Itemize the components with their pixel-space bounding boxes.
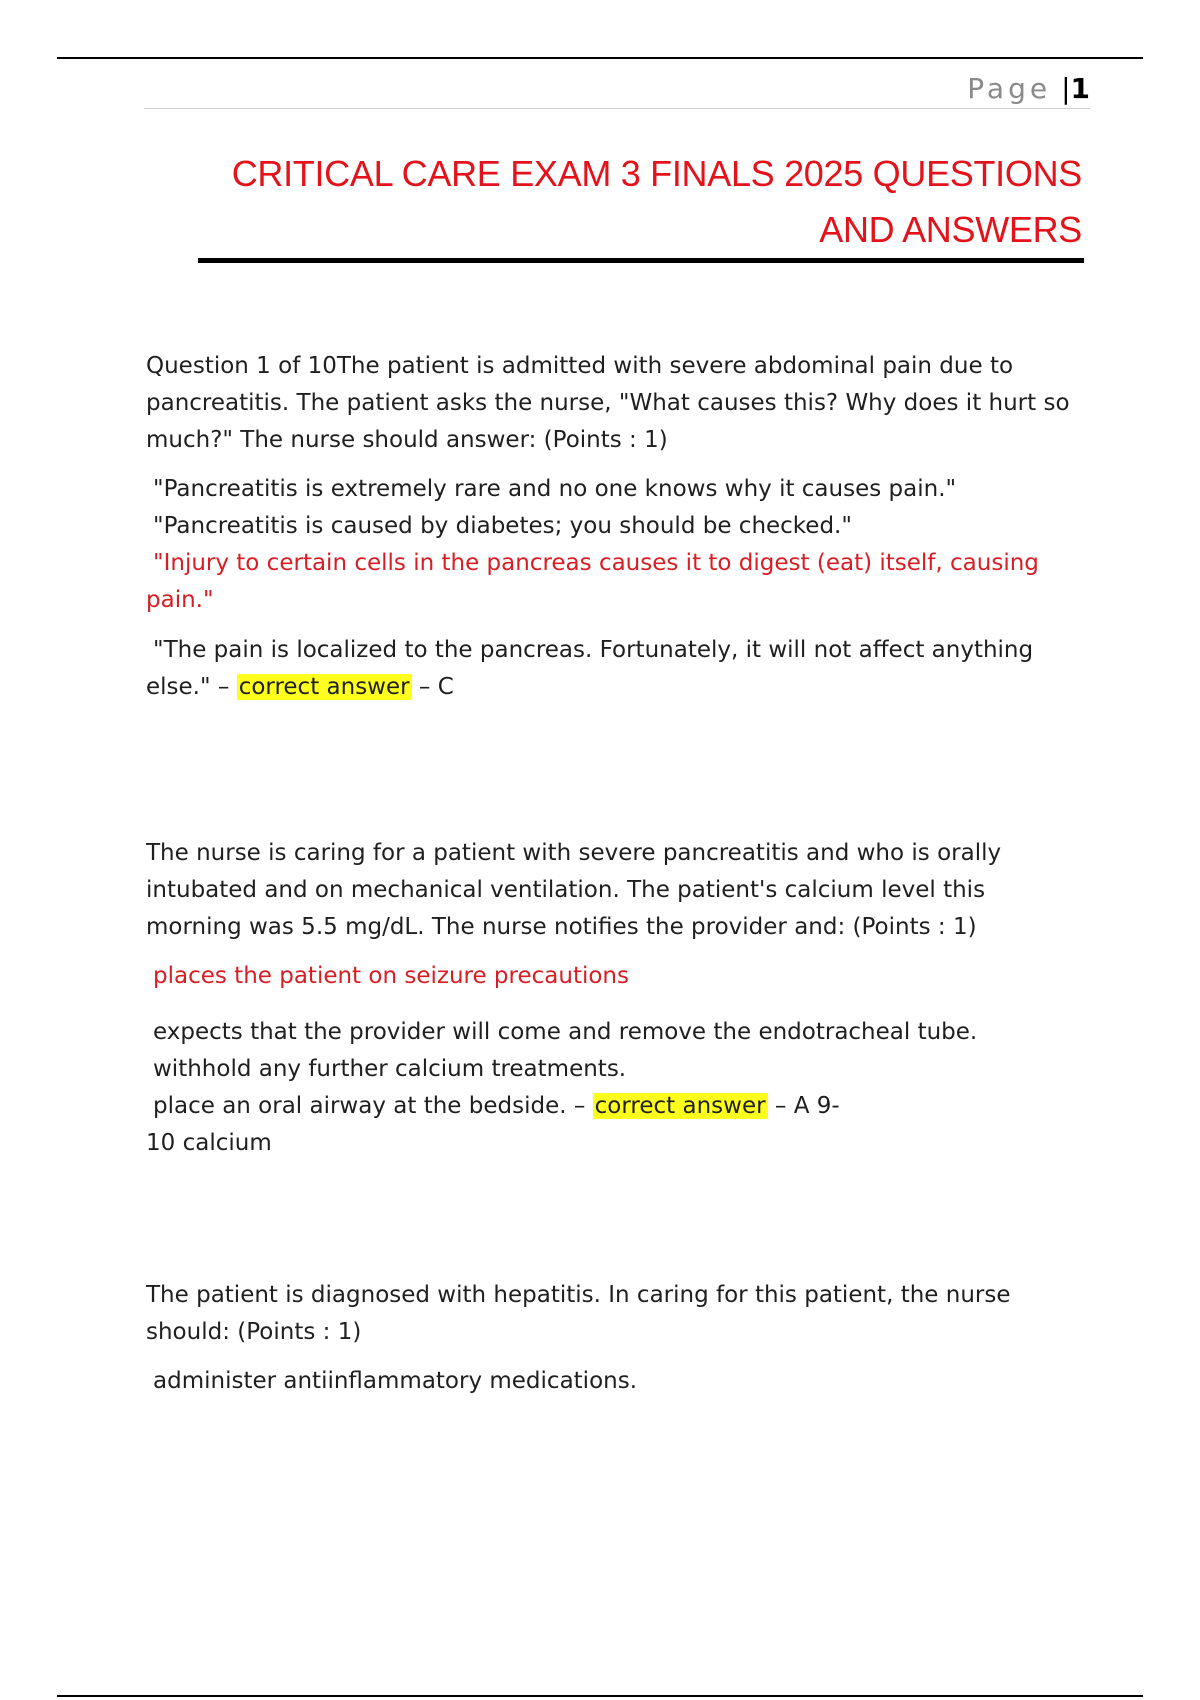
document-title [200,146,1082,258]
correct-answer-highlight: correct answer [594,1093,766,1119]
title-line-1: CRITICAL CARE EXAM 3 FINALS 2025 QUESTIONS [231,153,1082,194]
top-rule [57,57,1143,59]
page-number: 1 [1070,72,1090,105]
question-3-text: The patient is diagnosed with hepatitis. In caring for this patient, the nurse should: (Points : 1) [146,1282,1011,1345]
question-1-option-d-line [146,632,1086,706]
question-1-option-d: "The pain is localized to the pancreas. Fortunately, it will not affect anything else." – [146,637,1034,700]
question-1-option-c: "Injury to certain cells in the pancreas causes it to digest (eat) itself, causing pain." [146,550,1039,613]
question-3-options [146,1363,1086,1400]
question-2-answer: – A 9- [774,1093,840,1119]
title-underline [198,258,1084,263]
document-body [146,348,1086,1400]
question-1-option-a: "Pancreatitis is extremely rare and no one knows why it causes pain." [153,476,957,502]
page-separator: | [1061,72,1071,105]
question-3-option-a: administer antiinflammatory medications. [153,1368,638,1394]
question-1-answer: – C [418,674,454,700]
question-1-option-b: "Pancreatitis is caused by diabetes; you should be checked." [153,513,852,539]
question-2-option-c: withhold any further calcium treatments. [153,1056,627,1082]
page-header [144,72,1090,109]
page-label: Page [967,72,1052,105]
question-2-answer-continued: 10 calcium [146,1130,272,1156]
question-2-option-d: place an oral airway at the bedside. – [153,1093,586,1119]
question-1-options [146,471,1086,706]
question-2-text: The nurse is caring for a patient with severe pancreatitis and who is orally intubated and on mechanical ventilation. The patient's calcium level this morning was 5.5 mg/dL. The nurse notifies the provider and: (Points : 1) [146,840,1002,940]
bottom-rule [57,1695,1143,1697]
question-2-option-d-line [146,1088,1086,1125]
question-2-options [146,958,1086,1162]
question-2-option-b: expects that the provider will come and remove the endotracheal tube. [153,1019,978,1045]
question-1-text: Question 1 of 10The patient is admitted with severe abdominal pain due to pancreatitis. The patient asks the nurse, "What causes this? Why does it hurt so much?" The nurse should answer: (Points : 1) [146,353,1070,453]
correct-answer-highlight: correct answer [238,674,410,700]
question-2-option-a: places the patient on seizure precautions [153,963,629,989]
title-line-2: AND ANSWERS [819,209,1082,250]
